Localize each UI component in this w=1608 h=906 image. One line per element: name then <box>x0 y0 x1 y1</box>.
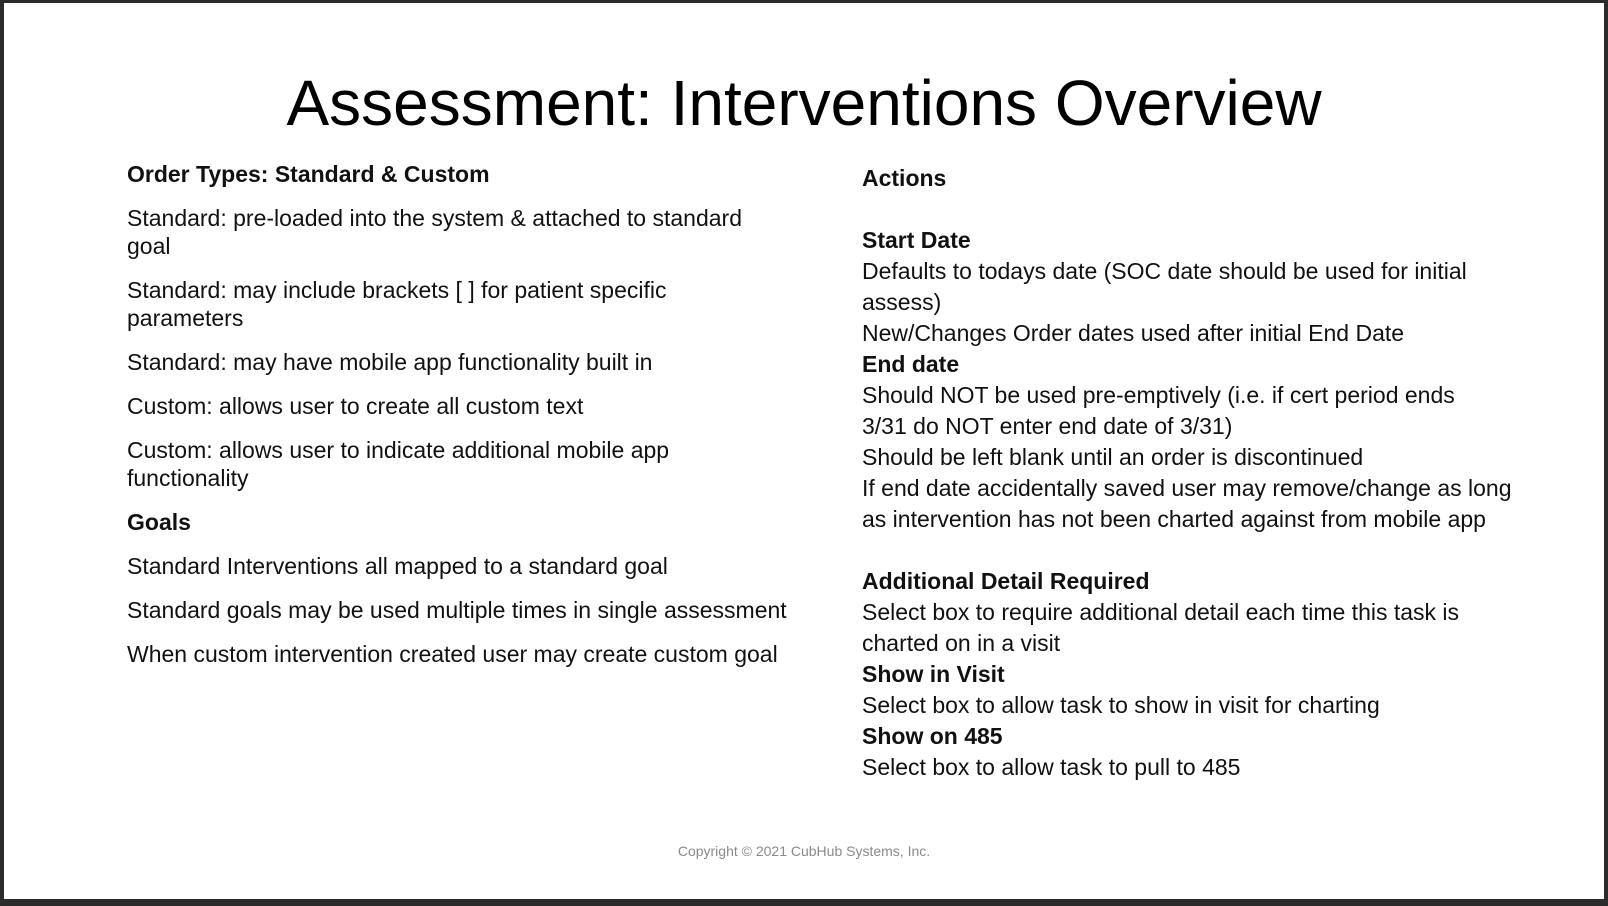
order-item: Custom: allows user to create all custom text <box>127 393 584 419</box>
left-column <box>127 160 827 684</box>
order-item: Custom: allows user to indicate additional mobile app functionality <box>127 437 670 491</box>
order-item: Standard: may have mobile app functionality built in <box>127 349 653 375</box>
slide-title: Assessment: Interventions Overview <box>286 67 1322 139</box>
show-in-visit-heading: Show in Visit <box>862 661 1005 687</box>
section-spacer <box>862 535 1562 566</box>
order-item: Standard: may include brackets [ ] for patient specific parameters <box>127 277 667 331</box>
end-date-heading: End date <box>862 351 960 377</box>
end-date-line: Should be left blank until an order is discontinued <box>862 444 1364 470</box>
show-on-485-heading: Show on 485 <box>862 723 1003 749</box>
goal-item: Standard goals may be used multiple times in single assessment <box>127 597 787 623</box>
start-date-line: Defaults to todays date (SOC date should be used for initial assess) <box>862 258 1467 315</box>
order-types-heading: Order Types: Standard & Custom <box>127 161 490 187</box>
order-item: Standard: pre-loaded into the system & attached to standard goal <box>127 205 742 259</box>
show-on-485-text: Select box to allow task to pull to 485 <box>862 754 1241 780</box>
copyright-footer: Copyright © 2021 CubHub Systems, Inc. <box>677 843 931 859</box>
actions-heading: Actions <box>862 165 947 191</box>
end-date-line: If end date accidentally saved user may remove/change as long as intervention has not been charted against from mobile app <box>862 475 1512 532</box>
additional-detail-text: Select box to require additional detail each time this task is charted on in a visit <box>862 599 1460 656</box>
slide <box>4 3 1604 899</box>
start-date-heading: Start Date <box>862 227 971 253</box>
show-in-visit-text: Select box to allow task to show in visit for charting <box>862 692 1380 718</box>
goals-heading: Goals <box>127 509 191 535</box>
additional-detail-heading: Additional Detail Required <box>862 568 1150 594</box>
right-column <box>862 163 1562 783</box>
start-date-line: New/Changes Order dates used after initial End Date <box>862 320 1405 346</box>
goal-item: Standard Interventions all mapped to a standard goal <box>127 553 668 579</box>
end-date-line: Should NOT be used pre-emptively (i.e. if cert period ends 3/31 do NOT enter end date of 3/31) <box>862 382 1455 439</box>
goal-item: When custom intervention created user may create custom goal <box>127 641 778 667</box>
